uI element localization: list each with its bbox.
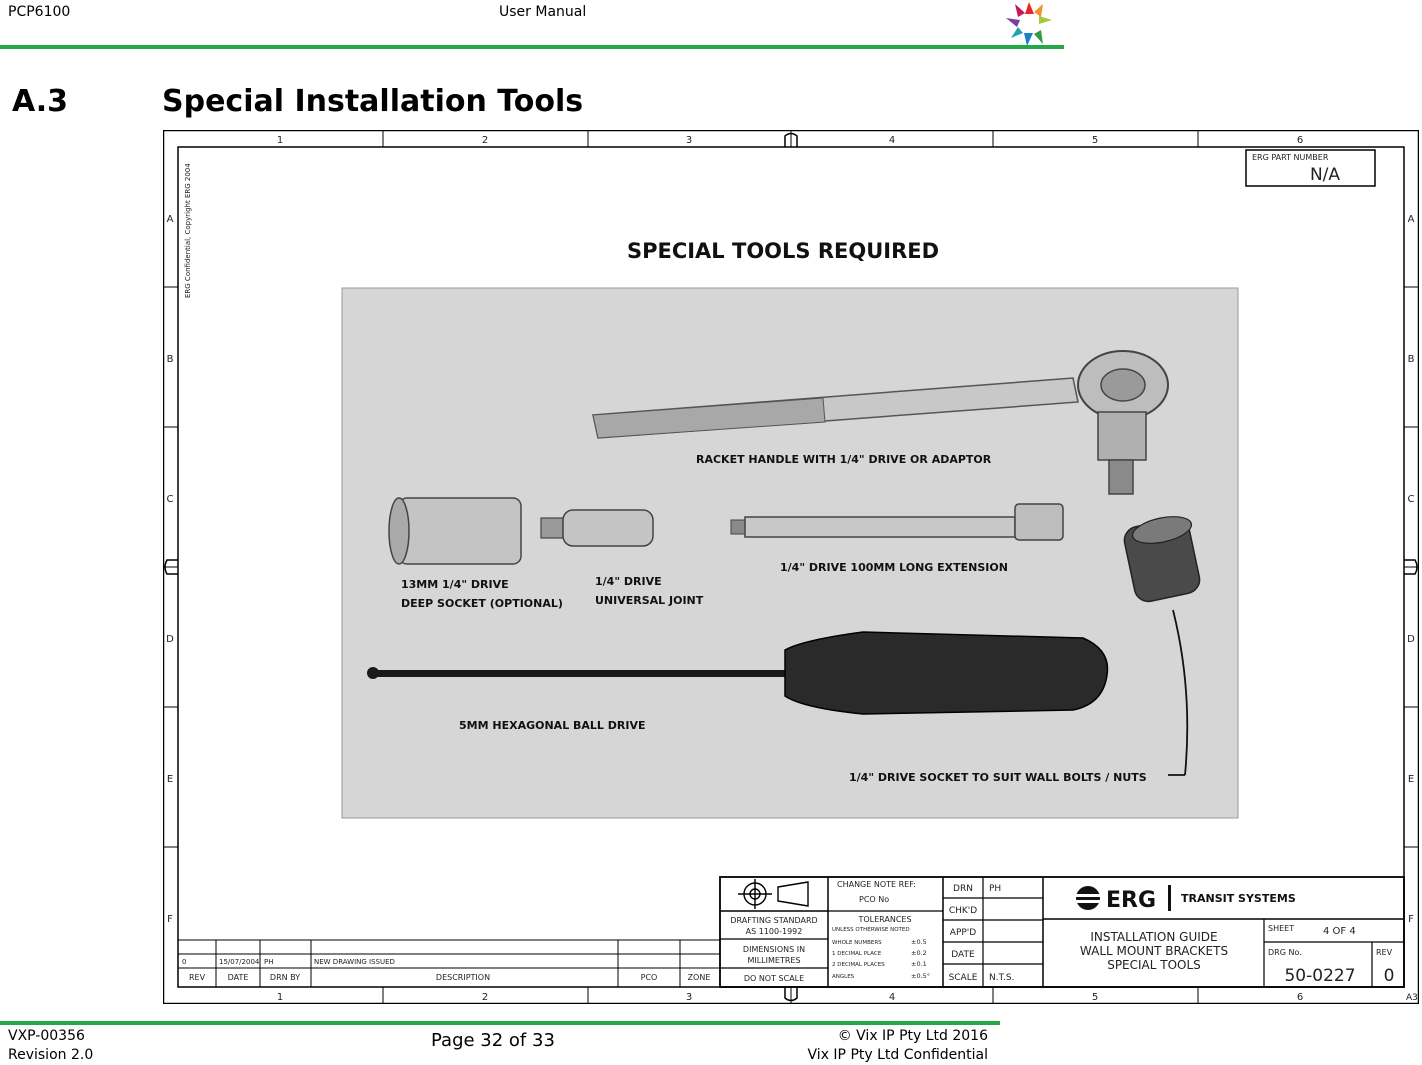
erg-company: ERG — [1106, 888, 1157, 913]
col-label-2: 2 — [481, 135, 489, 146]
row-label-d: D — [166, 634, 174, 645]
dimensions-l1: DIMENSIONS IN — [742, 945, 806, 954]
col-label-4-bottom: 4 — [888, 992, 896, 1003]
col-label-2-bottom: 2 — [481, 992, 489, 1003]
drn-by-header: DRN BY — [269, 973, 301, 982]
date-header: DATE — [227, 973, 249, 982]
footer-page-number: Page 32 of 33 — [431, 1030, 555, 1051]
row-label-c: C — [166, 494, 174, 505]
rev-label: REV — [1376, 948, 1393, 957]
col-label-5-bottom: 5 — [1091, 992, 1099, 1003]
ratchet-caption: RACKET HANDLE WITH 1/4" DRIVE OR ADAPTOR — [696, 453, 992, 466]
rev-date-cell: 15/07/2004 — [219, 958, 260, 966]
one-decimal: 1 DECIMAL PLACE — [832, 951, 882, 957]
rev-value: 0 — [1383, 966, 1395, 986]
header-doc-type: User Manual — [499, 4, 587, 20]
row-label-b-right: B — [1407, 354, 1415, 365]
do-not-scale: DO NOT SCALE — [743, 974, 805, 983]
tol-whole: ±0.5 — [911, 938, 927, 946]
doc-title-l1: INSTALLATION GUIDE — [1090, 930, 1218, 944]
footer-rule — [0, 1021, 1000, 1025]
row-label-f-right: F — [1408, 914, 1414, 925]
chkd-label: CHK'D — [948, 906, 978, 916]
col-label-3: 3 — [685, 135, 693, 146]
row-label-c-right: C — [1407, 494, 1415, 505]
engineering-drawing — [163, 130, 1419, 1004]
row-label-f: F — [167, 914, 173, 925]
row-label-a-right: A — [1407, 214, 1415, 225]
row-label-e: E — [166, 774, 174, 785]
description-header: DESCRIPTION — [435, 973, 491, 982]
drn-value: PH — [989, 884, 1002, 894]
scale-label: SCALE — [948, 973, 978, 983]
confidential-side-text: ERG Confidential, Copyright ERG 2004 — [184, 163, 192, 298]
drafting-standard-l2: AS 1100-1992 — [745, 927, 803, 936]
extension-caption: 1/4" DRIVE 100MM LONG EXTENSION — [780, 561, 1008, 574]
whole-numbers: WHOLE NUMBERS — [832, 940, 882, 946]
two-decimal: 2 DECIMAL PLACES — [832, 962, 885, 968]
footer-revision: Revision 2.0 — [8, 1047, 94, 1063]
appd-label: APP'D — [949, 928, 977, 938]
drn-label: DRN — [953, 884, 973, 894]
rev-drn-cell: PH — [264, 958, 274, 966]
pco-no: PCO No — [859, 895, 890, 904]
footer-doc-id: VXP-00356 — [8, 1028, 85, 1044]
col-label-6: 6 — [1296, 135, 1304, 146]
col-label-3-bottom: 3 — [685, 992, 693, 1003]
part-number-label: ERG PART NUMBER — [1252, 153, 1329, 162]
wall-socket-caption: 1/4" DRIVE SOCKET TO SUIT WALL BOLTS / NUTS — [849, 771, 1147, 784]
header-rule — [0, 45, 1064, 49]
dimensions-l2: MILLIMETRES — [747, 956, 801, 965]
date-label: DATE — [951, 950, 975, 960]
row-label-b: B — [166, 354, 174, 365]
paper-size: A3 — [1406, 993, 1418, 1003]
zone-header: ZONE — [687, 973, 711, 982]
col-label-4: 4 — [888, 135, 896, 146]
drafting-standard-l1: DRAFTING STANDARD — [730, 916, 818, 925]
drg-no-value: 50-0227 — [1284, 966, 1356, 986]
ujoint-caption-line2: UNIVERSAL JOINT — [595, 594, 704, 607]
star-logo-icon — [1003, 0, 1055, 48]
change-note-ref: CHANGE NOTE REF: — [837, 880, 916, 889]
doc-title-l2: WALL MOUNT BRACKETS — [1079, 944, 1229, 958]
deep-socket-caption-line2: DEEP SOCKET (OPTIONAL) — [401, 597, 563, 610]
tools-heading: SPECIAL TOOLS REQUIRED — [626, 239, 940, 263]
section-title: Special Installation Tools — [162, 84, 584, 119]
rev-desc-cell: NEW DRAWING ISSUED — [314, 958, 395, 966]
ball-drive-caption: 5MM HEXAGONAL BALL DRIVE — [459, 719, 646, 732]
pco-header: PCO — [640, 973, 658, 982]
header-product: PCP6100 — [8, 4, 71, 20]
deep-socket-caption-line1: 13MM 1/4" DRIVE — [401, 578, 509, 591]
col-label-6-bottom: 6 — [1296, 992, 1304, 1003]
footer-confidential: Vix IP Pty Ltd Confidential — [807, 1047, 988, 1063]
tol-angles: ±0.5° — [911, 972, 931, 980]
col-label-5: 5 — [1091, 135, 1099, 146]
erg-logo-icon — [1076, 886, 1100, 910]
row-label-a: A — [166, 214, 174, 225]
doc-title-l3: SPECIAL TOOLS — [1107, 958, 1201, 972]
rev-header: REV — [188, 973, 206, 982]
tol-one: ±0.2 — [911, 949, 927, 957]
angles: ANGLES — [832, 974, 855, 980]
row-label-d-right: D — [1407, 634, 1415, 645]
deep-socket-image — [389, 498, 521, 564]
sheet-label: SHEET — [1268, 924, 1295, 933]
part-number-value: N/A — [1309, 165, 1341, 185]
tol-two: ±0.1 — [911, 960, 927, 968]
tolerances: TOLERANCES — [858, 915, 912, 924]
col-label-1-bottom: 1 — [276, 992, 284, 1003]
section-number: A.3 — [12, 84, 69, 119]
sheet-value: 4 OF 4 — [1323, 926, 1356, 937]
scale-value: N.T.S. — [989, 973, 1015, 983]
third-angle-projection-icon — [738, 879, 808, 909]
col-label-1: 1 — [276, 135, 284, 146]
drg-no-label: DRG No. — [1268, 948, 1302, 957]
rev-cell: 0 — [182, 958, 187, 966]
footer-copyright: © Vix IP Pty Ltd 2016 — [837, 1028, 988, 1044]
row-label-e-right: E — [1407, 774, 1415, 785]
erg-divider — [1168, 885, 1171, 911]
erg-division: TRANSIT SYSTEMS — [1181, 892, 1296, 905]
unless-noted: UNLESS OTHERWISE NOTED — [832, 927, 910, 933]
ujoint-caption-line1: 1/4" DRIVE — [595, 575, 662, 588]
